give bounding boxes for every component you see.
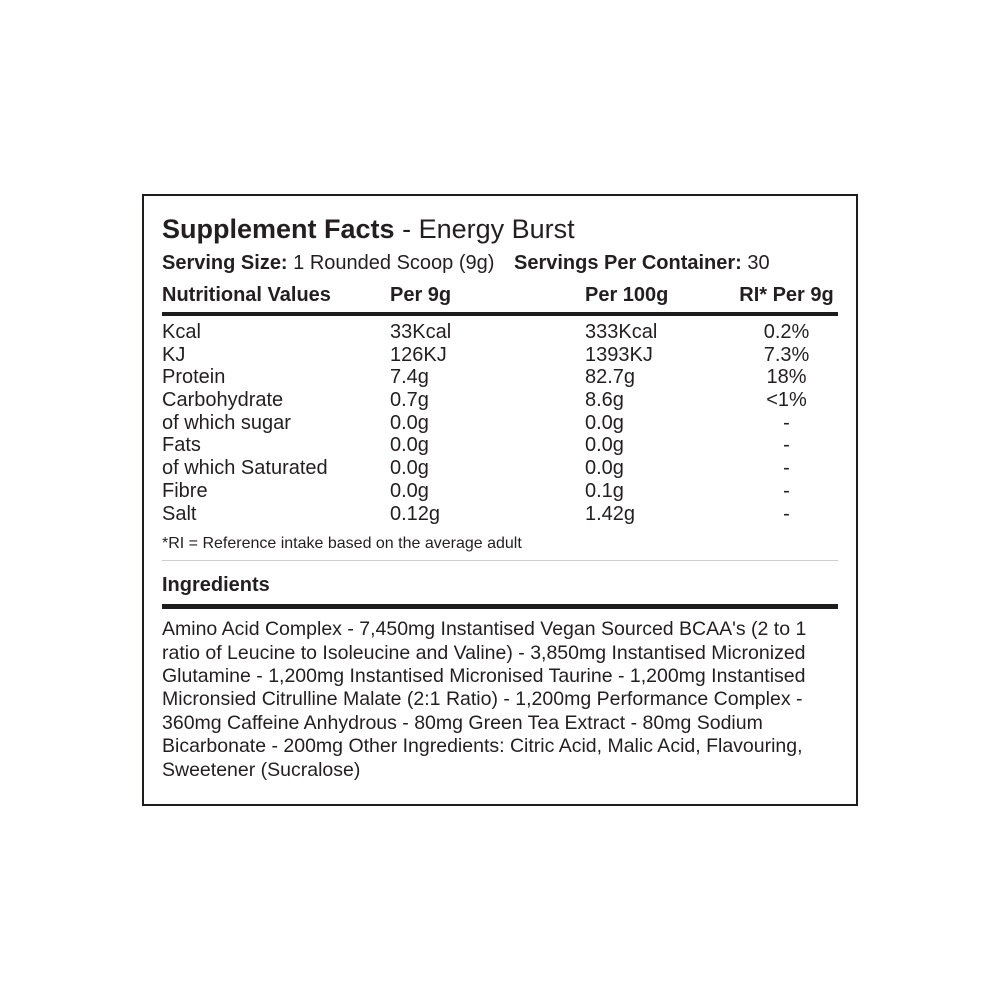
product-name: Energy Burst — [418, 214, 575, 244]
ri-footnote: *RI = Reference intake based on the average adult — [162, 535, 522, 553]
nutrition-table-header — [162, 284, 838, 307]
nutrient-per-100g: 1.42g — [585, 502, 636, 525]
column-header-ri-per-9g: RI* Per 9g — [739, 284, 834, 306]
nutrient-name: KJ — [162, 343, 186, 366]
nutrient-name: Salt — [162, 502, 197, 525]
table-row — [162, 412, 838, 435]
nutrient-per-100g: 82.7g — [585, 366, 636, 389]
table-row — [162, 457, 838, 480]
thin-divider-rule — [162, 560, 838, 561]
nutrient-per-100g: 0.1g — [585, 479, 624, 502]
nutrient-per-100g: 0.0g — [585, 411, 624, 434]
nutrient-name: Kcal — [162, 321, 201, 343]
nutrient-name: Protein — [162, 366, 226, 389]
nutrient-per-9g: 0.0g — [390, 479, 429, 502]
nutrient-per-9g: 0.0g — [390, 434, 429, 457]
nutrient-per-9g: 0.7g — [390, 389, 429, 412]
header-divider-rule — [162, 312, 838, 316]
nutrient-per-100g: 0.0g — [585, 434, 624, 457]
nutrient-name: of which Saturated — [162, 457, 328, 480]
nutrient-ri: - — [783, 479, 790, 502]
nutrient-ri: - — [783, 434, 790, 457]
nutrient-per-100g: 8.6g — [585, 389, 624, 412]
column-header-per-100g: Per 100g — [585, 284, 669, 306]
nutrient-per-9g: 0.0g — [390, 457, 429, 480]
nutrient-name: Fats — [162, 434, 201, 457]
nutrient-per-9g: 7.4g — [390, 366, 429, 389]
nutrient-per-100g: 0.0g — [585, 457, 624, 480]
nutrient-ri: - — [783, 502, 790, 525]
nutrient-ri: - — [783, 457, 790, 480]
label-title: Supplement Facts — [162, 214, 395, 244]
column-header-per-9g: Per 9g — [390, 284, 452, 306]
title-separator: - — [402, 214, 412, 244]
label-title-row — [162, 214, 838, 245]
nutrient-ri: - — [783, 411, 790, 434]
ingredients-heading: Ingredients — [162, 574, 270, 597]
table-row — [162, 503, 838, 526]
table-row — [162, 344, 838, 367]
serving-info-row — [162, 252, 838, 275]
nutrient-ri: 0.2% — [763, 321, 810, 343]
table-row — [162, 366, 838, 389]
serving-size-label: Serving Size: — [162, 252, 288, 274]
nutrient-name: Fibre — [162, 479, 208, 502]
nutrient-per-9g: 33Kcal — [390, 321, 452, 343]
table-row — [162, 434, 838, 457]
ingredients-divider-rule — [162, 604, 838, 609]
nutrient-ri: <1% — [766, 389, 807, 412]
nutrient-per-9g: 0.0g — [390, 411, 429, 434]
nutrient-per-100g: 333Kcal — [585, 321, 658, 343]
nutrient-ri: 18% — [766, 366, 807, 389]
nutrient-ri: 7.3% — [763, 343, 810, 366]
nutrient-per-100g: 1393KJ — [585, 343, 653, 366]
table-row — [162, 321, 838, 344]
nutrient-name: Carbohydrate — [162, 389, 284, 412]
column-header-nutritional-values: Nutritional Values — [162, 284, 331, 306]
nutrient-per-9g: 0.12g — [390, 502, 441, 525]
nutrition-table-body — [162, 321, 838, 525]
table-row — [162, 480, 838, 503]
servings-per-container-label: Servings Per Container: — [513, 252, 742, 274]
nutrient-per-9g: 126KJ — [390, 343, 447, 366]
supplement-facts-label — [142, 194, 858, 806]
table-row — [162, 389, 838, 412]
nutrient-name: of which sugar — [162, 411, 291, 434]
serving-size-value: 1 Rounded Scoop (9g) — [293, 252, 495, 274]
servings-per-container-value: 30 — [747, 252, 770, 274]
ingredients-text: Amino Acid Complex - 7,450mg Instantised Vegan Sourced BCAA's (2 to 1 ratio of Leucine to Isoleucine and Valine) - 3,850mg Instantised Micronized Glutamine - 1,200mg Instantised Micronised Taurine - 1,200mg Instantised Micronsied Citrulline Malate (2:1 Ratio) - 1,200mg Performance Complex - 360mg Caffeine Anhydrous - 80mg Green Tea Extract - 80mg Sodium Bicarbonate - 200mg Other Ingredients: Citric Acid, Malic Acid, Flavouring, Sweetener (Sucralose) — [162, 618, 807, 781]
